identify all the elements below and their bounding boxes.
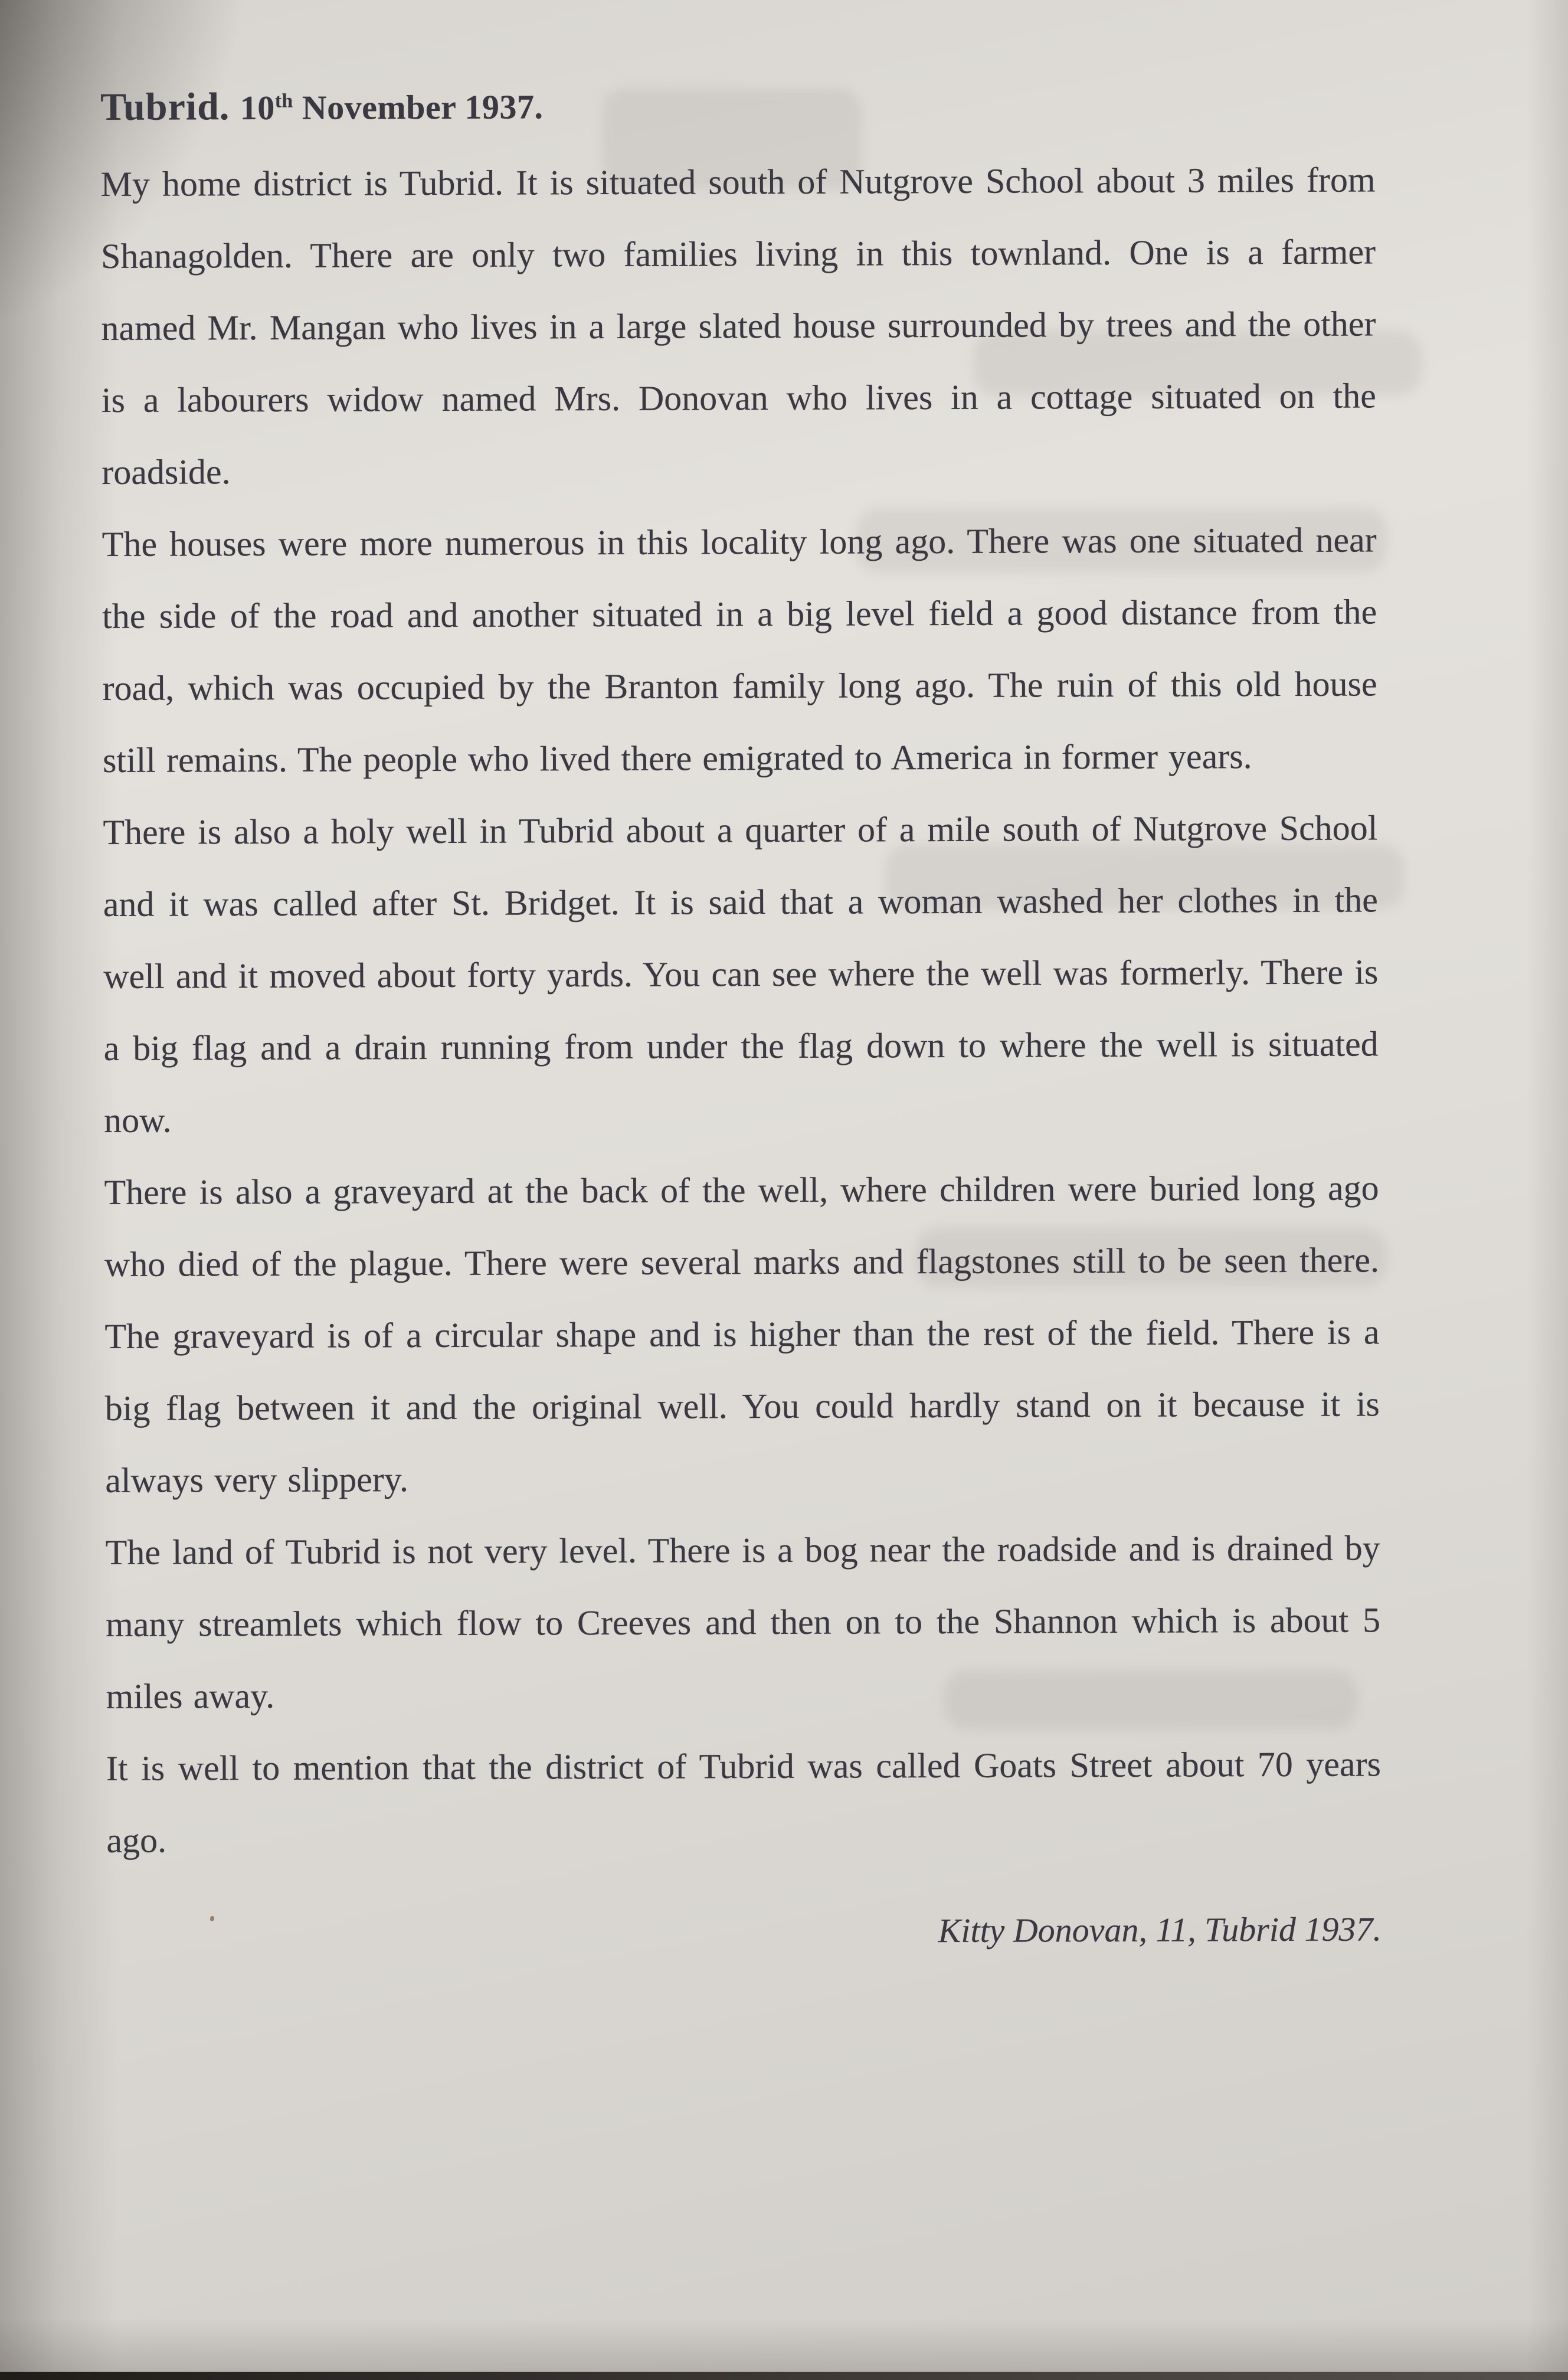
photo-bottom-edge <box>0 2372 1568 2380</box>
paragraph-home-district: My home district is Tubrid. It is situated south of Nutgrove School about 3 miles from Shanagolden. There are only two families living in this townland. One is a farmer named Mr. Mangan who lives in a large slated house surrounded by trees and the other is a labourers widow named Mrs. Donovan who lives in a cottage situated on the roadside. <box>100 160 1376 492</box>
heading-day: 10 <box>240 88 275 128</box>
heading-place: Tubrid. <box>100 85 230 129</box>
paragraph-old-houses: The houses were more numerous in this locality long ago. There was one situated near the side of the road and another situated in a big level field a good distance from the road, which was occupied by the Branton family long ago. The ruin of this old house still remains. The people who lived there emigrated to America in former years. <box>102 520 1377 780</box>
essay-content <box>100 79 1382 1970</box>
author-signature: Kitty Donovan, 11, Tubrid 1937. <box>938 1910 1382 1950</box>
paragraph-goats-street: It is well to mention that the district of Tubrid was called Goats Street about 70 years ago. <box>106 1744 1382 1861</box>
paragraph-holy-well: There is also a holy well in Tubrid about a quarter of a mile south of Nutgrove School and it was called after St. Bridget. It is said that a woman washed her clothes in the well and it moved about forty yards. You can see where the well was formerly. There is a big flag and a drain running from under the flag down to where the well is situated now. <box>103 808 1379 1140</box>
heading-date <box>240 87 544 127</box>
paragraph-graveyard: There is also a graveyard at the back of the well, where children were buried long ago who died of the plague. There were several marks and flagstones still to be seen there. The graveyard is of a circular shape and is higher than the rest of the field. There is a big flag between it and the original well. You could hardly stand on it because it is always very slippery. <box>104 1168 1380 1500</box>
essay-heading <box>100 79 1375 130</box>
bottom-shadow <box>0 2319 1568 2372</box>
heading-day-suffix: th <box>274 90 293 112</box>
paragraph-land: The land of Tubrid is not very level. There is a bog near the roadside and is drained by many streamlets which flow to Creeves and then on to the Shannon which is about 5 miles away. <box>105 1528 1381 1717</box>
heading-date-rest: November 1937. <box>302 87 544 127</box>
